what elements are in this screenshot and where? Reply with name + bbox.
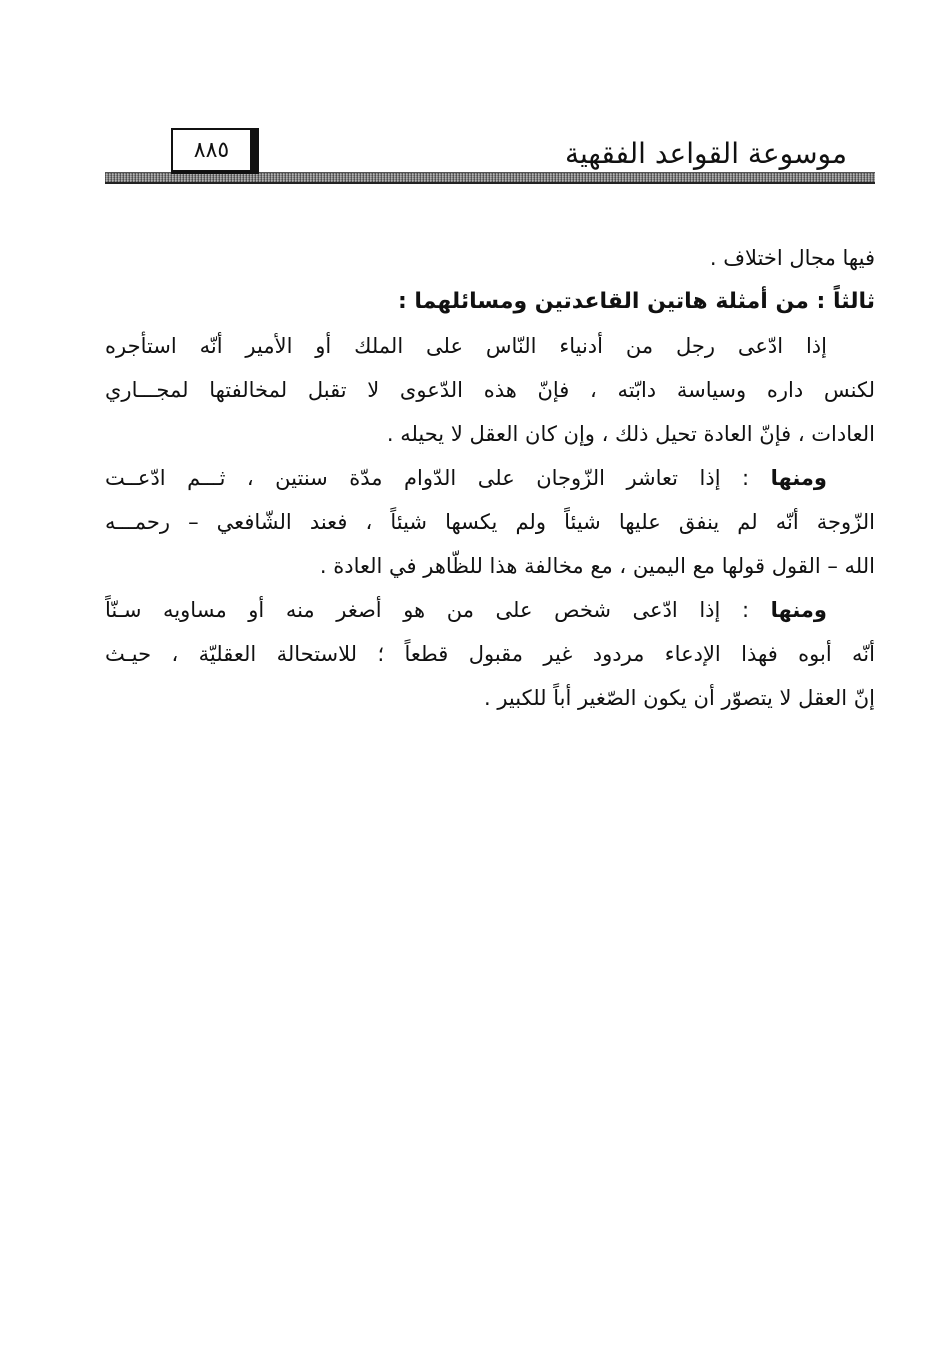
text-line: فيها مجال اختلاف . [709, 246, 875, 270]
paragraph-3-line-1 [105, 588, 875, 632]
paragraph-3-line-3: إنّ العقل لا يتصوّر أن يكون الصّغير أباً للكبير . [483, 686, 875, 710]
book-title: موسوعة القواعد الفقهية [564, 137, 847, 170]
paragraph-1-line-3: العادات ، فإنّ العادة تحيل ذلك ، وإن كان العقل لا يحيله . [386, 422, 875, 446]
paragraph-1-line-2: لكنس داره وسياسة دابّته ، فإنّ هذه الدّعوى لا تقبل لمخالفتها لمجـــاري [105, 378, 875, 402]
paragraph-1-line-1: إذا ادّعى رجل من أدنياء النّاس على الملك أو الأمير أنّه استأجره [105, 334, 827, 358]
paragraph-2-line-1 [105, 456, 875, 500]
paragraph-3-line-2: أنّه أبوه فهذا الإدعاء مردود غير مقبول قطعاً ؛ للاستحالة العقليّة ، حيـث [105, 642, 875, 666]
section-heading: ثالثاً : من أمثلة هاتين القاعدتين ومسائلهما : [397, 289, 875, 314]
page-header [105, 128, 875, 190]
paragraph-2-lead: ومنها [770, 466, 827, 490]
page-number: ٨٨٥ [171, 128, 259, 174]
paragraph-3-lead: ومنها [770, 598, 827, 622]
paragraph-2-line-1-text: : إذا تعاشر الزّوجان على الدّوام مدّة سنتين ، ثـــم ادّعــت [105, 466, 771, 490]
paragraph-2-line-3: الله – القول قولها مع اليمين ، مع مخالفة هذا للظّاهر في العادة . [319, 554, 875, 578]
paragraph-2-line-2: الزّوجة أنّه لم ينفق عليها شيئاً ولم يكسها شيئاً ، فعند الشّافعي – رحمـــه [105, 510, 875, 534]
page-body [105, 236, 875, 720]
paragraph-3-line-1-text: : إذا ادّعى شخص على من هو أصغر منه أو مساويه سـنّاً [105, 598, 771, 622]
